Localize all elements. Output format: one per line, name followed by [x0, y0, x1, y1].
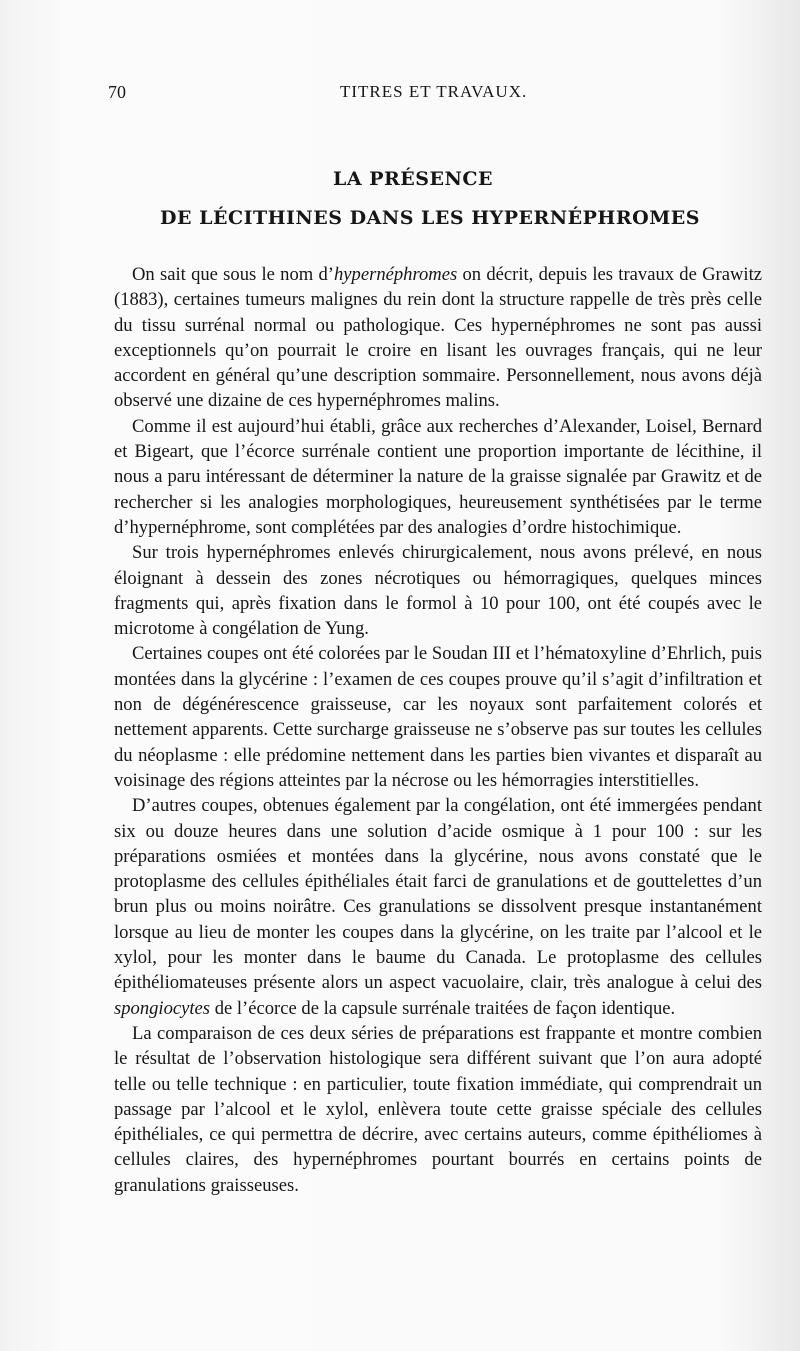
- term-spongiocytes: spongiocytes: [114, 997, 211, 1019]
- body-text: [114, 262, 762, 1198]
- paragraph-2: Comme il est aujourd’hui établi, grâce aux recherches d’Alexander, Loisel, Bernard et Bigeart, que l’écorce surrénale contient une proportion importante de lécithine, il nous a paru intéressant de déterminer la nature de la graisse signalée par Grawitz et de rechercher si les analogies morphologiques, heureusement synthétisées par le terme d’hypernéphrome, sont complétées par des analogies d’ordre histochimique.: [114, 415, 762, 538]
- term-hypernephromes: hypernéphromes: [333, 264, 458, 285]
- paragraph-5: D’autres coupes, obtenues également par la congélation, ont été immergées pendant six ou douze heures dans une solution d’acide osmique à 1 pour 100 : sur les préparations osmiées et montées dans la glycérine, nous avons constaté que le protoplasme des cellules épithéliales était farci de granulations et de gouttelettes d’un brun plus ou moins noirâtre. Ces granulations se dissolvent presque instantanément lorsque au lieu de monter les coupes dans la glycérine, on les traite par l’alcool et le xylol, pour les monter dans le baume du Canada. Le protoplasme des cellules épithéliomateuses présente alors un aspect vacuolaire, clair, très analogue à celui des spongiocytes de l’écorce de la capsule surrénale traitées de façon identique.: [114, 795, 762, 1019]
- paragraph-4: Certaines coupes ont été colorées par le Soudan III et l’hématoxyline d’Ehrlich, puis montées dans la glycérine : l’examen de ces coupes prouve qu’il s’agit d’infiltration et non de dégénérescence graisseuse, car les noyaux sont parfaitement colorés et nettement apparents. Cette surcharge graisseuse ne s’observe pas sur toutes les cellules du néoplasme : elle prédomine nettement dans les parties bien vivantes et disparaît au voisinage des régions atteintes par la nécrose ou les hémorragies interstitielles.: [114, 643, 762, 791]
- paragraph-6: La comparaison de ces deux séries de préparations est frappante et montre combien le résultat de l’observation histologique sera différent suivant que l’on aura adopté telle ou telle technique : en particulier, toute fixation immédiate, qui comprendrait un passage par l’alcool et le xylol, enlèvera toute cette graisse spéciale des cellules épithéliales, ce qui permettra de décrire, avec certains auteurs, comme épithéliomes à cellules claires, des hypernéphromes pourtant bourrés en certains points de granulations graisseuses.: [114, 1022, 762, 1196]
- section-title-line-1: LA PRÉSENCE: [333, 168, 493, 190]
- running-title: TITRES ET TRAVAUX.: [340, 82, 528, 101]
- section-title-line-2: DE LÉCITHINES DANS LES HYPERNÉPHROMES: [160, 207, 700, 229]
- page-header: [108, 82, 740, 112]
- paragraph-3: Sur trois hypernéphromes enlevés chirurgicalement, nous avons prélevé, en nous éloignant à dessein des zones nécrotiques ou hémorragiques, quelques minces fragments qui, après fixation dans le formol à 10 pour 100, ont été coupés avec le microtome à congélation de Yung.: [114, 542, 762, 640]
- page-number: 70: [108, 82, 126, 102]
- paragraph-1: On sait que sous le nom d’hypernéphromes on décrit, depuis les travaux de Grawitz (1883), certaines tumeurs malignes du rein dont la structure rappelle de très près celle du tissu surrénal normal ou pathologique. Ces hypernéphromes ne sont pas aussi exceptionnels qu’on pourrait le croire en lisant les ouvrages français, qui ne leur accordent en général qu’une description sommaire. Personnellement, nous avons déjà observé une dizaine de ces hypernéphromes malins.: [114, 264, 763, 412]
